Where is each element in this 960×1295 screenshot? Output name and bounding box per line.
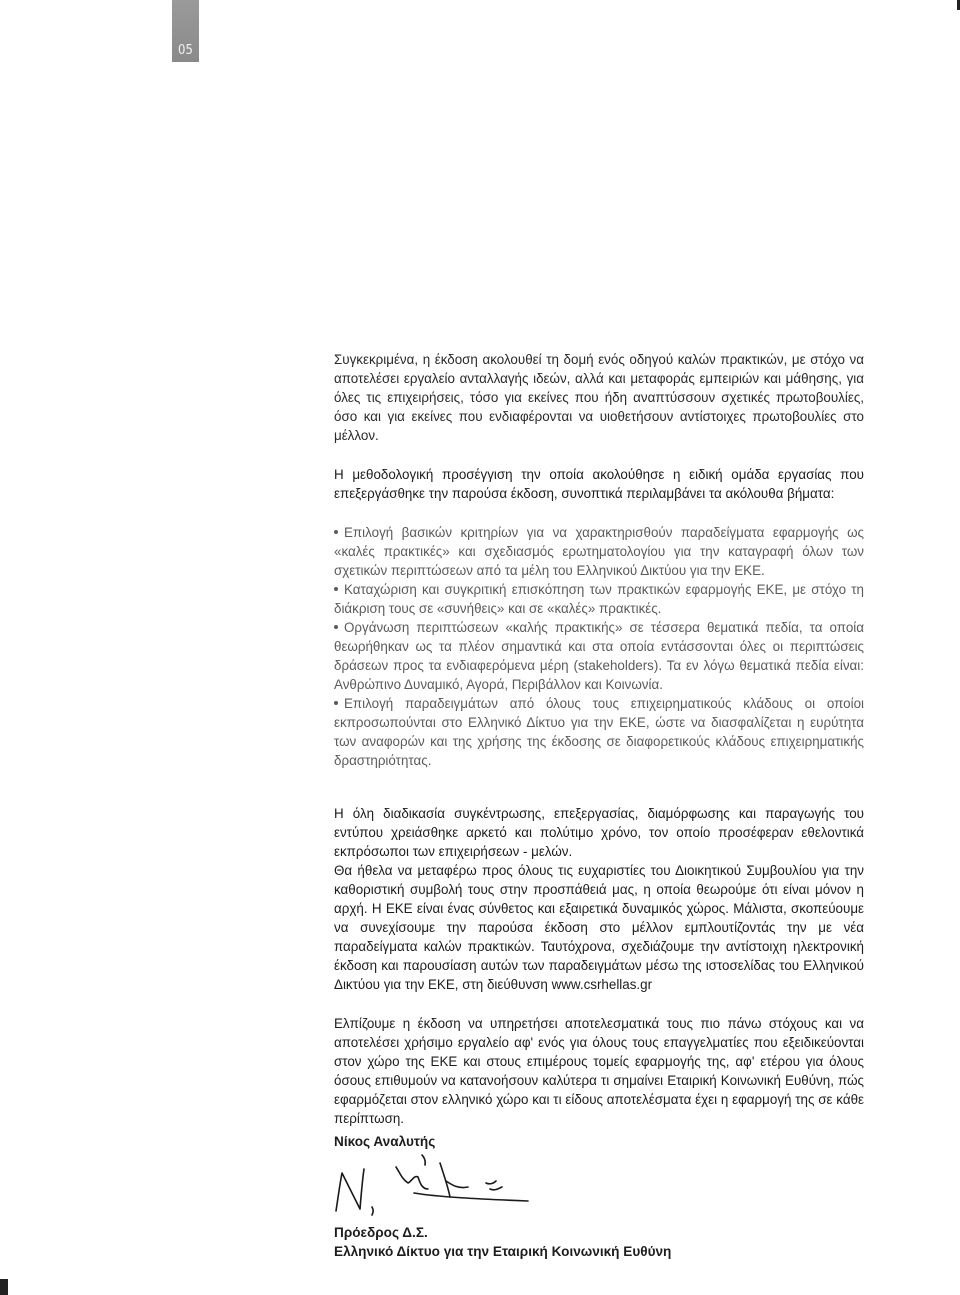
closing-paragraph-1: Η όλη διαδικασία συγκέντρωσης, επεξεργασίας, διαμόρφωσης και παραγωγής του εντύπου χρειάσθηκε αρκετό και πολύτιμο χρόνο, τον οποίο προσέφεραν εθελοντικά εκπρόσωποι των επιχειρήσεων - μελών. [334,806,864,859]
scan-corner-mark [0,1279,8,1295]
page-number-tab [172,0,199,62]
step-text: Καταχώριση και συγκριτική επισκόπηση των πρακτικών εφαρμογής ΕΚΕ, με στόχο τη διάκριση τους σε «συνήθεις» και σε «καλές» πρακτικές. [334,582,864,616]
handwritten-signature [328,1153,588,1223]
step-item [334,694,864,770]
bullet-icon [334,530,338,534]
signer-organization: Ελληνικό Δίκτυο για την Εταιρική Κοινωνική Ευθύνη [334,1244,672,1259]
bullet-icon [334,625,338,629]
closing-paragraph-2: Θα ήθελα να μεταφέρω προς όλους τις ευχαριστίες του Διοικητικού Συμβουλίου για την καθοριστική συμβολή τους στην προσπάθειά μας, η οποία θεωρούμε ότι είναι μόνον η αρχή. Η ΕΚΕ είναι ένας σύνθετος και εξαιρετικά δυναμικός χώρος. Μάλιστα, σκοπεύουμε να συνεχίσουμε την παρούσα έκδοση στο μέλλον εμπλουτίζοντάς την με νέα παραδείγματα καλών πρακτικών. Ταυτόχρονα, σχεδιάζουμε την αντίστοιχη ηλεκτρονική έκδοση και παρουσίαση αυτών των παραδειγμάτων μέσω της ιστοσελίδας του Ελληνικού Δικτύου για την ΕΚΕ, στη διεύθυνση www.csrhellas.gr [334,863,864,992]
step-text: Οργάνωση περιπτώσεων «καλής πρακτικής» σε τέσσερα θεματικά πεδία, τα οποία θεωρήθηκαν ως τα πλέον σημαντικά και στα οποία εντάσσονται όλες οι περιπτώσεις δράσεων προς τα ενδιαφερόμενα μέρη (stakeholders). Τα εν λόγω θεματικά πεδία είναι: Ανθρώπινο Δυναμικό, Αγορά, Περιβάλλον και Κοινωνία. [334,620,864,692]
step-text: Επιλογή βασικών κριτηρίων για να χαρακτηρισθούν παραδείγματα εφαρμογής ως «καλές πρακτικές» και σχεδιασμός ερωτηματολογίου για την καταγραφή όλων των σχετικών περιπτώσεων από τα μέλη του Ελληνικού Δικτύου για την ΕΚΕ. [334,525,864,578]
signer-name: Νίκος Αναλυτής [334,1134,436,1149]
methodology-paragraph: Η μεθοδολογική προσέγγιση την οποία ακολούθησε η ειδική ομάδα εργασίας που επεξεργάσθηκε την παρούσα έκδοση, συνοπτικά περιλαμβάνει τα ακόλουθα βήματα: [334,467,864,501]
methodology-steps [334,523,864,770]
step-item [334,618,864,694]
step-text: Επιλογή παραδειγμάτων από όλους τους επιχειρηματικούς κλάδους οι οποίοι εκπροσωπούνται στο Ελληνικό Δίκτυο για την ΕΚΕ, ώστε να διασφαλίζεται η ευρύτητα των αναφορών και της χρήσης της έκδοσης σε διαφορετικούς κλάδους επιχειρηματικής δραστηριότητας. [334,696,864,768]
bullet-icon [334,701,338,705]
bullet-icon [334,587,338,591]
letter-body [334,350,864,1261]
step-item [334,523,864,580]
hope-paragraph: Ελπίζουμε η έκδοση να υπηρετήσει αποτελεσματικά τους πιο πάνω στόχους και να αποτελέσει χρήσιμο εργαλείο αφ' ενός για όλους τους επαγγελματίες που εξειδικεύονται στον χώρο της ΕΚΕ και στους επιμέρους τομείς εφαρμογής της, αφ' ετέρου για όλους όσους επιθυμούν να κατανοήσουν καλύτερα τι σημαίνει Εταιρική Κοινωνική Ευθύνη, πώς εφαρμόζεται στον ελληνικό χώρο και τι είδους αποτελέσματα έχει η εφαρμογή της σε κάθε περίπτωση. [334,1016,864,1126]
signature-icon [328,1153,588,1223]
step-item [334,580,864,618]
signer-title: Πρόεδρος Δ.Σ. [334,1225,428,1240]
intro-paragraph: Συγκεκριμένα, η έκδοση ακολουθεί τη δομή ενός οδηγού καλών πρακτικών, με στόχο να αποτελέσει εργαλείο ανταλλαγής ιδεών, αλλά και μεταφοράς εμπειριών και μάθησης, για όλες τις επιχειρήσεις, τόσο για εκείνες που ήδη αναπτύσσουν σχετικές πρωτοβουλίες, όσο και για εκείνες που ενδιαφέρονται να υιοθετήσουν αντίστοιχες πρωτοβουλίες στο μέλλον. [334,352,864,443]
page-number: 05 [178,43,193,58]
